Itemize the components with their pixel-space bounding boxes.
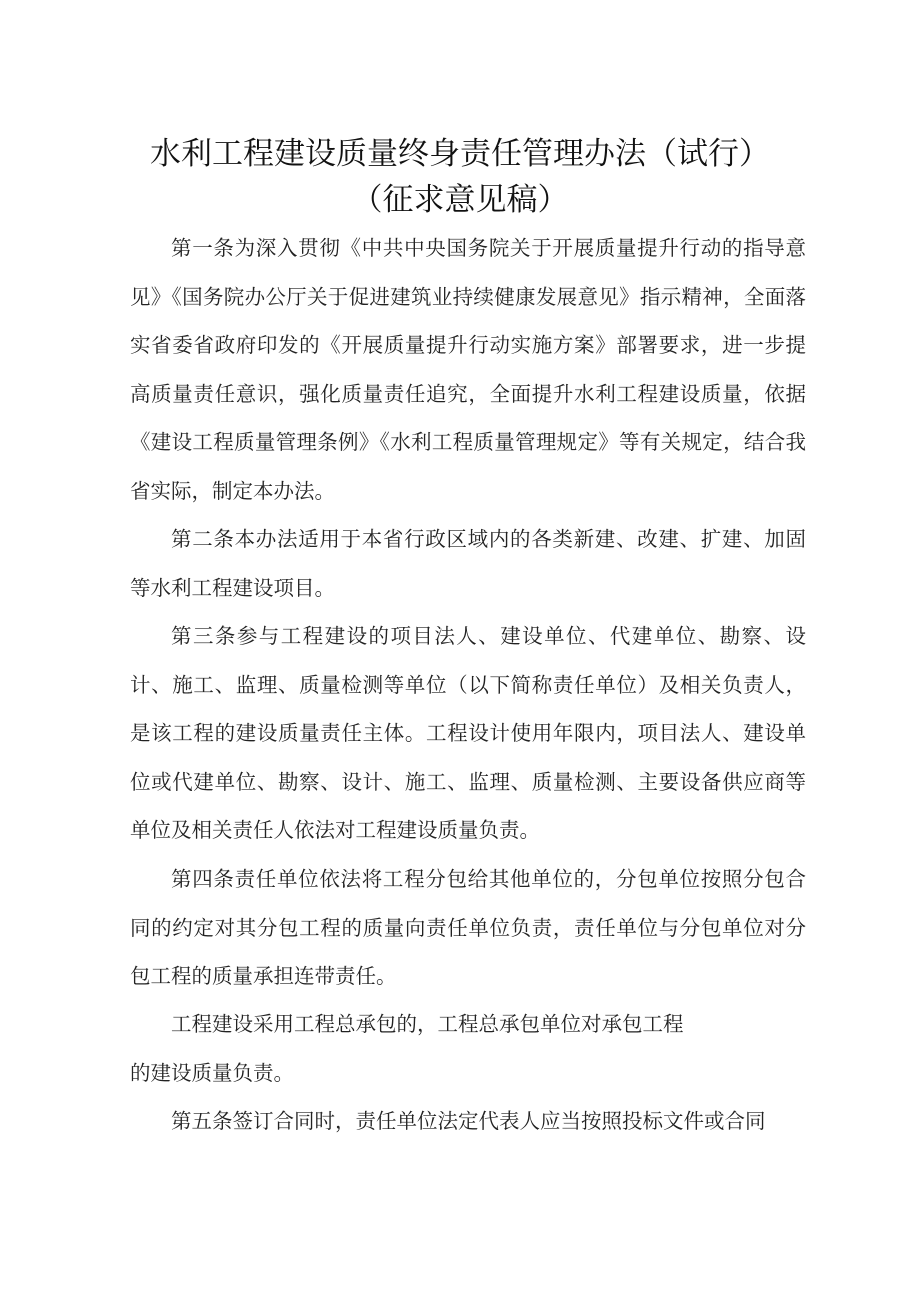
article-4-paragraph: 第四条责任单位依法将工程分包给其他单位的，分包单位按照分包合同的约定对其分包工程的质量向责任单位负责，责任单位与分包单位对分包工程的质量承担连带责任。	[130, 867, 806, 989]
article-1-paragraph: 第一条为深入贯彻《中共中央国务院关于开展质量提升行动的指导意见》《国务院办公厅关于促进建筑业持续健康发展意见》指示精神，全面落实省委省政府印发的《开展质量提升行动实施方案》部署要求，进一步提高质量责任意识，强化质量责任追究，全面提升水利工程建设质量，依据《建设工程质量管理条例》《水利工程质量管理规定》等有关规定，结合我省实际，制定本办法。	[130, 236, 806, 503]
article-3-paragraph: 第三条参与工程建设的项目法人、建设单位、代建单位、勘察、设计、施工、监理、质量检测等单位（以下简称责任单位）及相关负责人，是该工程的建设质量责任主体。工程设计使用年限内，项目法人、建设单位或代建单位、勘察、设计、施工、监理、质量检测、主要设备供应商等单位及相关责任人依法对工程建设质量负责。	[130, 624, 806, 843]
general-contracting-continuation: 的建设质量负责。	[130, 1061, 294, 1085]
general-contracting-paragraph: 工程建设采用工程总承包的，工程总承包单位对承包工程	[171, 1012, 684, 1036]
article-2-paragraph: 第二条本办法适用于本省行政区域内的各类新建、改建、扩建、加固等水利工程建设项目。	[130, 527, 806, 600]
document-subtitle: （征求意见稿）	[351, 182, 569, 218]
article-5-paragraph: 第五条签订合同时，责任单位法定代表人应当按照投标文件或合同	[171, 1109, 766, 1133]
document-title: 水利工程建设质量终身责任管理办法（试行）	[150, 136, 770, 172]
